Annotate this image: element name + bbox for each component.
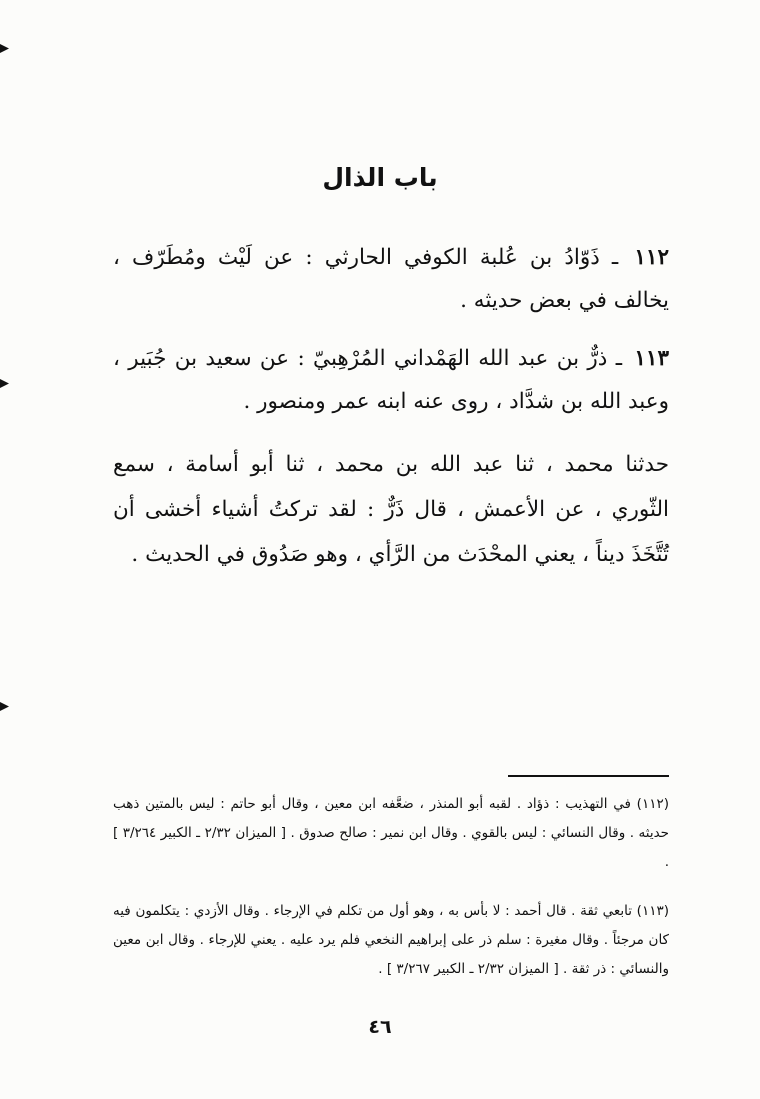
- entry-113: [113, 337, 669, 423]
- entry-number: ١١٢: [634, 245, 669, 270]
- margin-mark: [0, 44, 9, 53]
- chapter-title: باب الذال: [322, 163, 438, 192]
- footnote-113: (١١٣) تابعي ثقة . قال أحمد : لا بأس به ، وهو أول من تكلم في الإرجاء . وقال الأزدي : يتكلمون فيه كان مرجئاً . وقال مغيرة : سلم ذر على إبراهيم النخعي فلم يرد عليه . يعني للإرجاء . وقال ابن معين والنسائي : ذر ثقة . [ الميزان ٢/٣٢ ـ الكبير ٣/٢٦٧ ] .: [113, 903, 669, 977]
- footnote-divider: [508, 775, 669, 777]
- entry-number: ١١٣: [634, 346, 669, 371]
- margin-mark: [0, 379, 9, 388]
- margin-mark: [0, 702, 9, 711]
- entry-text: ـ ذَوّادُ بن عُلبة الكوفي الحارثي : عن لَيْث ومُطَرّف ، يخالف في بعض حديثه .: [113, 245, 669, 313]
- entry-112: [113, 236, 669, 322]
- page-number: ٤٦: [368, 1016, 392, 1038]
- entry-text: ـ ذرٌّ بن عبد الله الهَمْداني المُرْهِبيّ : عن سعيد بن جُبَير ، وعبد الله بن شدَّاد ، روى عنه ابنه عمر ومنصور .: [113, 346, 669, 414]
- footnote-112: (١١٢) في التهذيب : ذؤاد . لقبه أبو المنذر ، ضعَّفه ابن معين ، وقال أبو حاتم : ليس بالمتين ذهب حديثه . وقال النسائي : ليس بالقوي . وقال ابن نمير : صالح صدوق . [ الميزان ٢/٣٢ ـ الكبير ٣/٢٦٤ ] .: [113, 796, 670, 870]
- narration-paragraph: حدثنا محمد ، ثنا عبد الله بن محمد ، ثنا أبو أسامة ، سمع الثّوري ، عن الأعمش ، قال ذَرٌّ : لقد تركتُ أشياء أخشى أن تُتَّخَذَ ديناً ، يعني المحْدَث من الرَّأي ، وهو صَدُوق في الحديث .: [113, 452, 669, 567]
